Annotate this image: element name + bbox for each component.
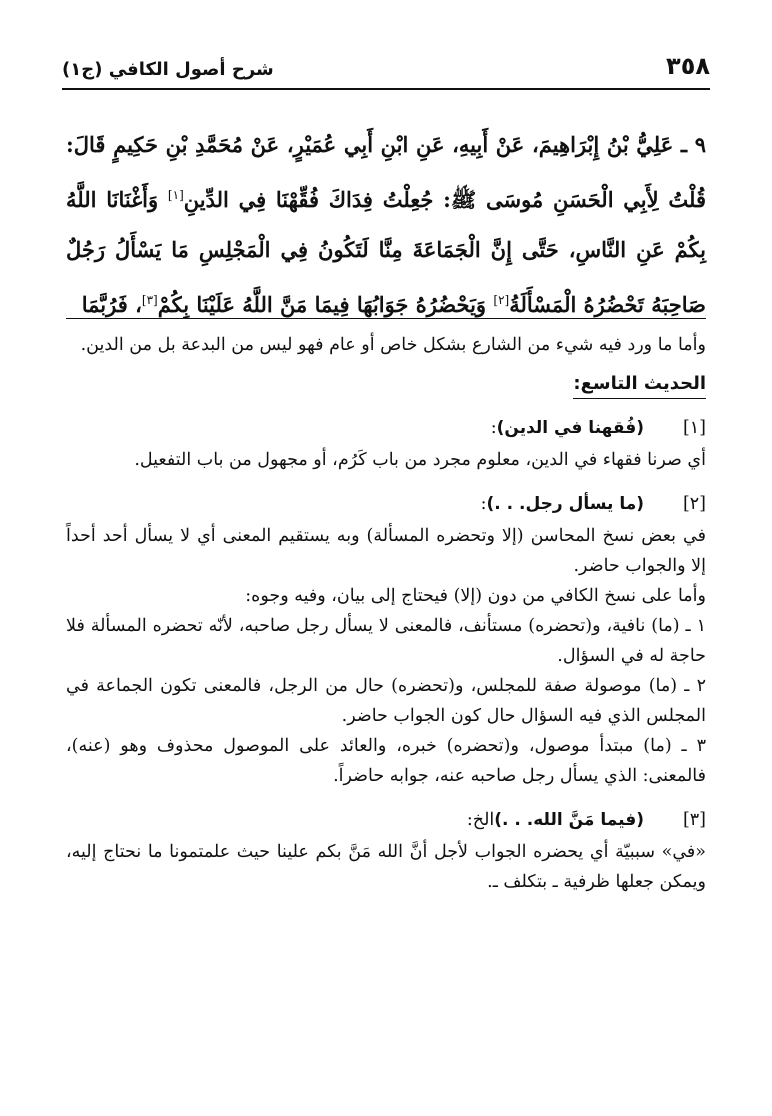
footnote-number: [٣] <box>682 810 706 830</box>
footnote-ref-3[interactable]: [٣] <box>141 293 158 307</box>
hadith-line: قَالَ: قُلْتُ لِأَبِي الْحَسَنِ مُوسَى ﷺ: جُعِلْتُ فِدَاكَ فُقِّهْنَا فِي الدِّينِ <box>66 132 706 212</box>
running-title: شرح أصول الكافي (ج١) <box>62 59 274 80</box>
footnote-ref-2[interactable]: [٢] <box>493 293 510 307</box>
footnote-lemma: (فيما مَنَّ الله. . .) <box>494 810 644 830</box>
hadith-line: ٩ ـ عَلِيُّ بْنُ إِبْرَاهِيمَ، عَنْ أَبِيهِ، عَنِ ابْنِ أَبِي عُمَيْرٍ، عَنْ مُحَمَّدِ بْنِ حَكِيمٍ <box>113 132 706 157</box>
page-number: ٣٥٨ <box>666 52 710 80</box>
footnote-paragraph: وأما على نسخ الكافي من دون (إلا) فيحتاج إلى بيان، وفيه وجوه: <box>245 586 706 606</box>
hadith-line: وَأَغْنَانَا <box>106 187 168 212</box>
footnote-number: [١] <box>682 418 706 438</box>
footnote-paragraph: «في» سببيّة أي يحضره الجواب لأجل أنَّ الله مَنَّ بكم علينا حيث علمتمونا ما نحتاج إليه، ويمكن جعلها ظرفية ـ بتكلف ـ. <box>66 842 706 892</box>
footnote-1 <box>66 413 706 475</box>
page-header <box>62 40 710 90</box>
footnote-2 <box>66 489 706 791</box>
hadith-text <box>66 120 706 330</box>
footnote-paragraph: ١ ـ (ما) نافية، و(تحضره) مستأنف، فالمعنى لا يسأل رجل صاحبه، لأنّه تحضره المسألة فلا حاجة له في السؤال. <box>66 616 706 666</box>
hadith-line: ، فَرُبَّمَا <box>81 292 142 317</box>
footnote-heading <box>66 489 706 519</box>
footnote-lemma: (ما يسأل رجل. . .) <box>486 494 644 514</box>
footnote-number: [٢] <box>682 494 706 514</box>
footnote-paragraph: ٣ ـ (ما) مبتدأ موصول، و(تحضره) خبره، والعائد على الموصول محذوف وهو (عنه)، فالمعنى: الذي يسأل رجل صاحبه عنه، جوابه حاضراً. <box>66 736 706 786</box>
footnote-heading <box>66 413 706 443</box>
intro-paragraph: وأما ما ورد فيه شيء من الشارع بشكل خاص أو عام فهو ليس من البدعة بل من الدين. <box>80 335 706 355</box>
footnote-paragraph: ٢ ـ (ما) موصولة صفة للمجلس، و(تحضره) حال من الرجل، فالمعنى تكون الجماعة في المجلس الذي فيه السؤال حال كون الجواب حاضر. <box>66 676 706 726</box>
hadith-line: وَيَحْضُرُهُ جَوَابُهَا فِيمَا مَنَّ اللَّهُ عَلَيْنَا بِكُمْ <box>157 292 494 317</box>
footnote-paragraph: أي صرنا فقهاء في الدين، معلوم مجرد من باب كَرُم، أو مجهول من باب التفعيل. <box>134 450 706 470</box>
footnote-separator <box>66 318 706 319</box>
hadith-line: صَاحِبَهُ تَحْضُرُهُ الْمَسْأَلَةُ <box>509 292 706 317</box>
footnote-ref-1[interactable]: [١] <box>167 188 184 202</box>
hadith-line: اللَّهُ بِكُمْ عَنِ النَّاسِ، حَتَّى إِنَّ الْجَمَاعَةَ مِنَّا لَتَكُونُ فِي الْمَجْلِسِ مَا يَسْأَلُ رَجُلٌ <box>66 187 706 262</box>
footnote-heading <box>66 805 706 835</box>
footnote-lemma: (فُقهنا في الدين) <box>496 418 644 438</box>
footnote-lemma-suffix: : <box>490 418 497 438</box>
footnote-3 <box>66 805 706 897</box>
section-title: الحديث التاسع: <box>573 370 706 399</box>
footnotes-area <box>66 330 706 897</box>
footnote-lemma-suffix: الخ: <box>466 810 495 830</box>
footnote-paragraph: في بعض نسخ المحاسن (إلا وتحضره المسألة) وبه يستقيم المعنى أي لا يسأل أحد أحداً إلا والجواب حاضر. <box>66 526 706 576</box>
footnote-lemma-suffix: : <box>480 494 487 514</box>
